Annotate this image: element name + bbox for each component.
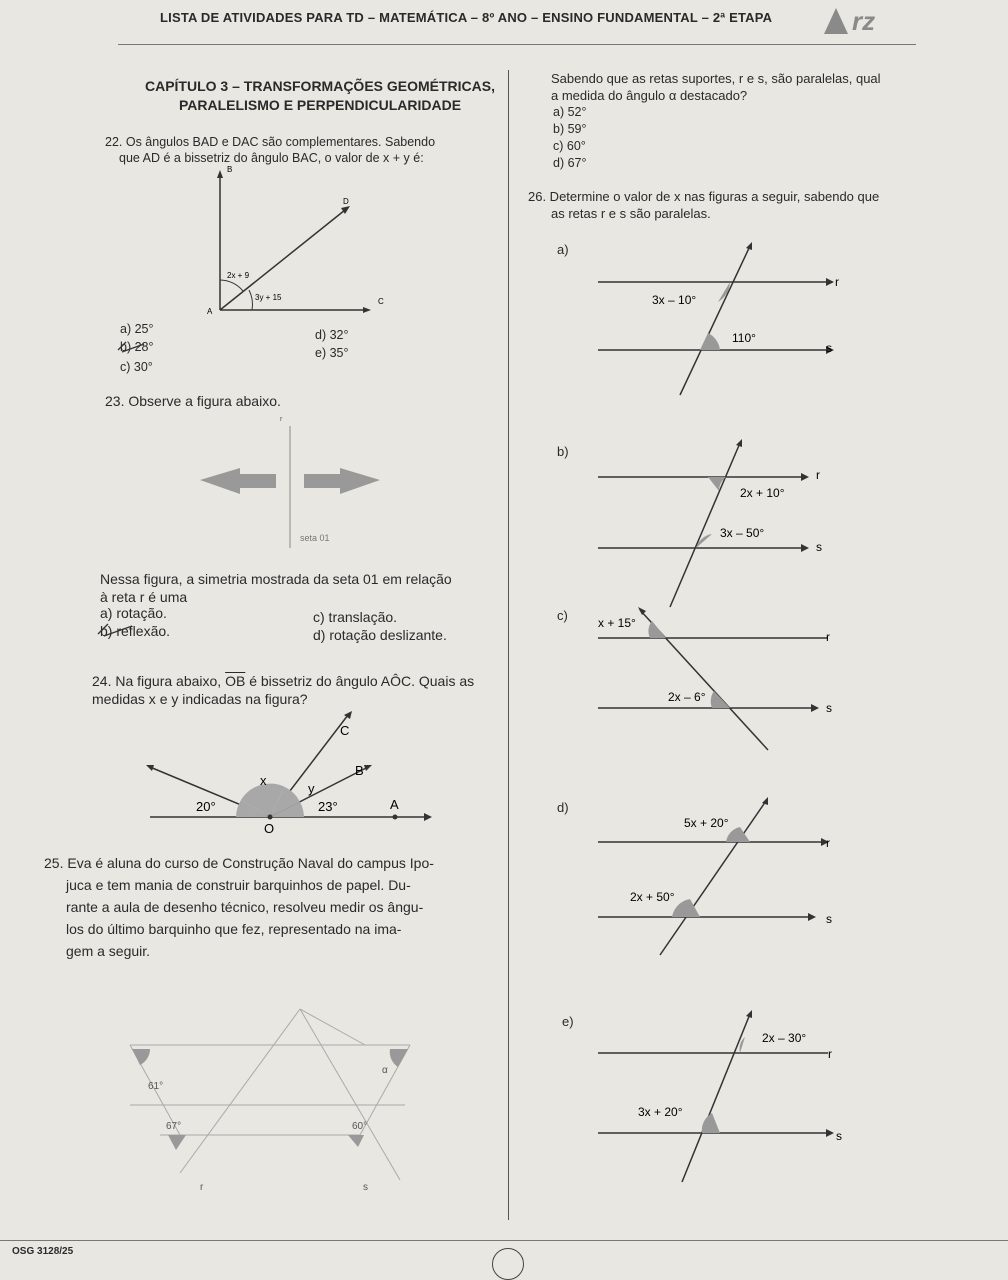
footer-rule [0,1240,1008,1241]
q25-option-b[interactable]: b) 59° [553,122,587,136]
q23-answer-mark [96,620,136,638]
q23-option-a[interactable]: a) rotação. [100,605,167,621]
q24-label-y: y [308,781,315,796]
q26e-s-label: s [836,1129,842,1143]
q25-angle-67: 67° [166,1121,182,1132]
q26e-figure [590,1010,850,1195]
q24-label-C: C [340,723,350,738]
q26b-top-angle: 2x + 10° [740,486,785,500]
q22-option-e[interactable]: e) 35° [315,346,349,360]
q23-question [100,570,500,606]
q23-option-c[interactable]: c) translação. [313,609,398,625]
q22-text-line1: 22. Os ângulos BAD e DAC são complementares. Sabendo [105,135,436,149]
q23-question-line1: Nessa figura, a simetria mostrada da seta 01 em relação [100,571,452,587]
q26b-r-label: r [816,468,820,482]
q22-option-a[interactable]: a) 25° [120,322,154,336]
q26c-top-angle: x + 15° [598,616,636,630]
q22-option-b[interactable]: b) 28° [120,340,154,354]
q26d-figure [590,795,850,960]
q26b-bottom-angle: 3x – 50° [720,526,765,540]
svg-text:rz: rz [852,6,876,36]
q22-label-A: A [207,307,213,316]
q24-text-line2: medidas x e y indicadas na figura? [92,691,308,707]
q26-text-line1: 26. Determine o valor de x nas figuras a seguir, sabendo que [528,189,880,204]
q26-statement [528,188,948,222]
q24-ob-segment: $\overline{OB}$ [225,673,246,689]
chapter-title-line1: CAPÍTULO 3 – TRANSFORMAÇÕES GEOMÉTRICAS, [144,78,496,94]
q25-boat-figure [120,985,420,1195]
q23-line-r-label: r [280,416,283,423]
column-divider [508,70,509,1220]
q26c-r-label: r [826,630,830,644]
q26b-s-label: s [816,540,822,554]
q25-line-1: juca e tem mania de construir barquinhos de papel. Du- [66,877,411,893]
page-header-title: LISTA DE ATIVIDADES PARA TD – MATEMÁTICA – 8º ANO – ENSINO FUNDAMENTAL – 2ª ETAPA [160,10,773,25]
q25-option-d[interactable]: d) 67° [553,156,587,170]
q25-line-2: rante a aula de desenho técnico, resolveu medir os ângu- [66,899,424,915]
q22-angle-3y15: 3y + 15 [255,293,282,302]
q23-option-d[interactable]: d) rotação deslizante. [313,627,447,643]
q25-line-3: los do último barquinho que fez, representado na ima- [66,921,402,937]
q24-label-x: x [260,773,267,788]
q26a-top-angle: 3x – 10° [652,293,697,307]
q26d-bottom-angle: 2x + 50° [630,890,675,904]
q25-line-0: 25. Eva é aluna do curso de Construção Naval do campus Ipo- [44,855,434,871]
q26d-r-label: r [826,836,830,850]
q26c-figure [590,605,850,755]
q26b-label: b) [557,444,569,459]
q24-angle-23: 23° [318,799,338,814]
q26c-s-label: s [826,701,832,715]
q26e-r-label: r [828,1047,832,1061]
q25-right-text2: a medida do ângulo α destacado? [551,88,748,103]
q26e-top-angle: 2x – 30° [762,1031,807,1045]
q26a-label: a) [557,242,569,257]
q24-statement [92,672,502,708]
page-number-circle [492,1248,524,1280]
q24-angle-figure [140,705,440,835]
q23-reflection-figure [160,408,460,568]
q22-option-c[interactable]: c) 30° [120,360,153,374]
q24-angle-20: 20° [196,799,216,814]
q23-question-line2: à reta r é uma [100,589,188,605]
q25-question [551,70,951,104]
q25-angle-60: 60° [352,1121,368,1132]
q26a-figure [590,240,850,400]
q23-statement: 23. Observe a figura abaixo. [105,393,281,409]
q26d-label: d) [557,800,569,815]
q26d-top-angle: 5x + 20° [684,816,729,830]
q25-line-4: gem a seguir. [66,943,151,959]
q26b-figure [590,435,850,610]
q22-label-B: B [227,165,233,174]
q23-option-b[interactable]: b) reflexão. [100,623,171,639]
footer-code: OSG 3128/25 [12,1246,74,1257]
q24-label-A: A [390,797,399,812]
chapter-title [130,77,510,115]
header-rule [118,44,916,45]
q24-text-line1b: é bissetriz do ângulo AÔC. Quais as [249,673,475,689]
q26e-label: e) [562,1014,574,1029]
q26c-label: c) [557,608,568,623]
q24-label-B: B [355,763,364,778]
chapter-title-line2: PARALELISMO E PERPENDICULARIDADE [178,97,462,113]
q22-label-D: D [343,197,349,206]
q26a-r-label: r [835,275,839,289]
q26-text-line2: as retas r e s são paralelas. [551,206,711,221]
school-logo [822,6,912,36]
q22-angle-2x9: 2x + 9 [227,271,250,280]
q25-statement [44,852,504,962]
q25-alpha-label: α [382,1065,388,1076]
q26a-s-label: s [826,341,832,355]
q25-line-s-label: s [363,1182,368,1193]
q25-option-c[interactable]: c) 60° [553,139,586,153]
q26e-bottom-angle: 3x + 20° [638,1105,683,1119]
q22-option-d[interactable]: d) 32° [315,328,349,342]
q22-angle-figure [195,162,395,322]
q24-label-O: O [264,821,275,835]
q23-arrow-label: seta 01 [300,533,330,543]
q22-answer-mark [116,338,146,354]
q25-right-text1: Sabendo que as retas suportes, r e s, são paralelas, qual [551,71,881,86]
q22-text-line2: que AD é a bissetriz do ângulo BAC, o valor de x + y é: [119,151,424,165]
q26d-s-label: s [826,912,832,926]
q24-text-line1: 24. Na figura abaixo, [92,673,222,689]
q25-option-a[interactable]: a) 52° [553,105,587,119]
q25-line-r-label: r [200,1182,204,1193]
q26c-bottom-angle: 2x – 6° [668,690,706,704]
q22-label-C: C [378,297,384,306]
q26a-bottom-angle: 110° [732,331,756,345]
q25-angle-61: 61° [148,1081,164,1092]
